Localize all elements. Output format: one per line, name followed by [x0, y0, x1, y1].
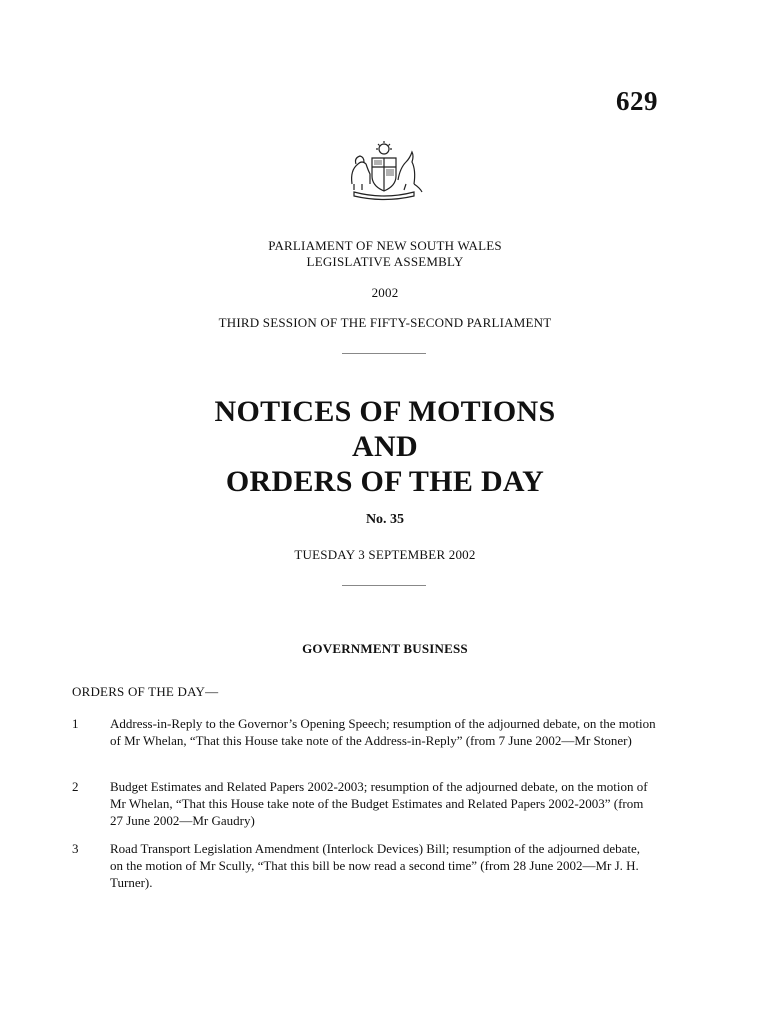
- house-name: LEGISLATIVE ASSEMBLY: [306, 254, 464, 269]
- order-item-text: Budget Estimates and Related Papers 2002-2003; resumption of the adjourned debate, on the motion of Mr Whelan, “That this House take note of the Budget Estimates and Related Papers 2002-2003” (from 27 June 2002—Mr Gaudry): [110, 779, 648, 828]
- parliament-name: PARLIAMENT OF NEW SOUTH WALES: [268, 238, 502, 253]
- orders-of-the-day-label: ORDERS OF THE DAY—: [72, 684, 219, 699]
- order-item: [72, 840, 662, 891]
- order-item-number: 2: [72, 779, 79, 794]
- document-title-line-1: NOTICES OF MOTIONS: [214, 395, 556, 428]
- sitting-date: TUESDAY 3 SEPTEMBER 2002: [294, 547, 476, 562]
- order-item-number: 1: [72, 716, 79, 731]
- session-year: 2002: [371, 285, 399, 300]
- order-item-number: 3: [72, 841, 79, 856]
- paper-number: No. 35: [365, 512, 405, 527]
- order-item: [72, 715, 662, 749]
- section-heading: GOVERNMENT BUSINESS: [302, 641, 468, 656]
- divider-bottom: [342, 585, 426, 586]
- coat-of-arms-icon: [344, 140, 424, 202]
- order-item-text: Road Transport Legislation Amendment (Interlock Devices) Bill; resumption of the adjourned debate, on the motion of Mr Scully, “That this bill be now read a second time” (from 28 June 2002—Mr J. H. Turner).: [110, 841, 640, 890]
- order-item: [72, 778, 662, 829]
- session-name: THIRD SESSION OF THE FIFTY-SECOND PARLIAMENT: [218, 315, 552, 330]
- page-number: 629: [616, 86, 658, 116]
- order-item-text: Address-in-Reply to the Governor’s Opening Speech; resumption of the adjourned debate, on the motion of Mr Whelan, “That this House take note of the Address-in-Reply” (from 7 June 2002—Mr Stoner): [110, 716, 656, 748]
- document-title-line-3: ORDERS OF THE DAY: [225, 465, 545, 498]
- document-title-line-2: AND: [352, 430, 418, 463]
- divider-top: [342, 353, 426, 354]
